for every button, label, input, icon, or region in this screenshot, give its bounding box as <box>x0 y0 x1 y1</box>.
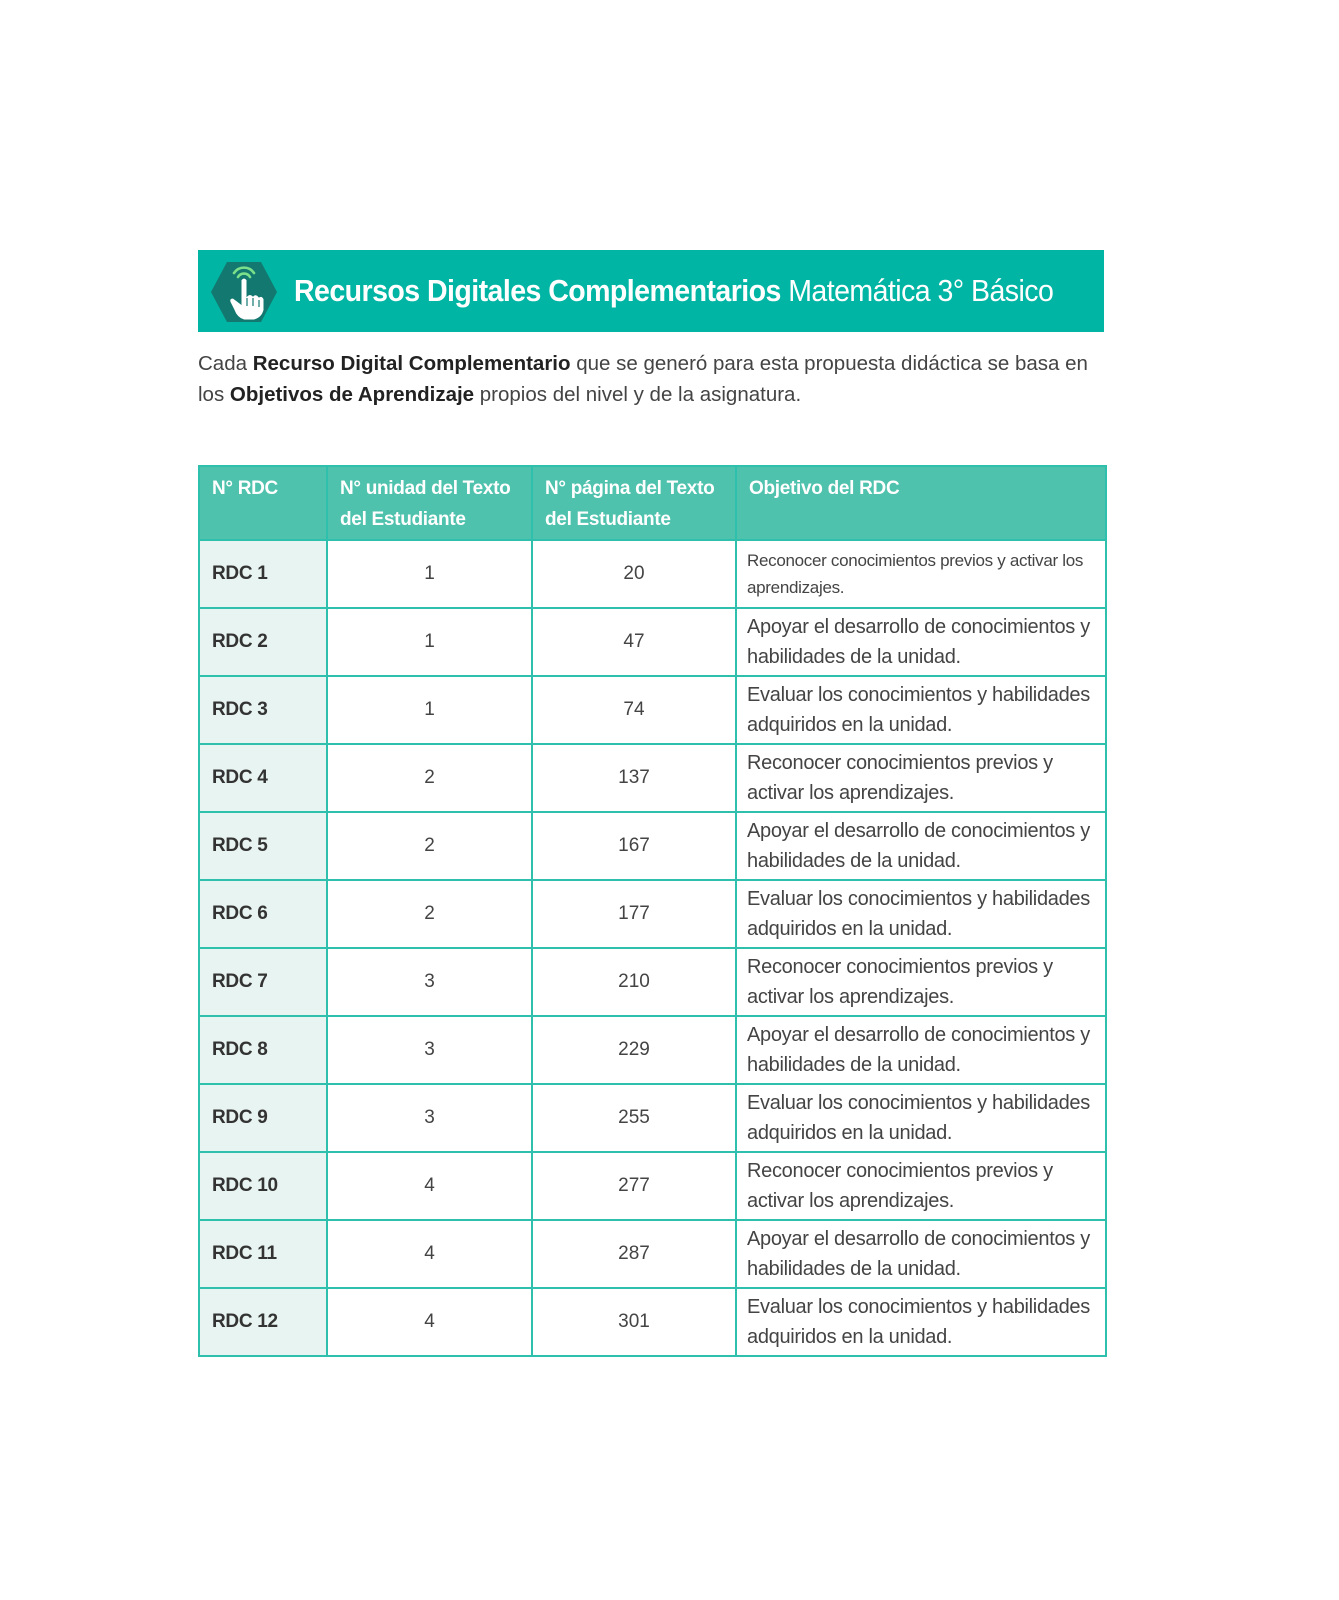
cell-pagina: 277 <box>532 1152 736 1220</box>
cell-unidad: 1 <box>327 676 532 744</box>
table-row <box>199 744 1106 812</box>
cell-pagina: 301 <box>532 1288 736 1356</box>
cell-rdc: RDC 11 <box>199 1220 327 1288</box>
cell-unidad: 2 <box>327 880 532 948</box>
cell-pagina: 177 <box>532 880 736 948</box>
table-row <box>199 1152 1106 1220</box>
cell-rdc: RDC 3 <box>199 676 327 744</box>
table-row <box>199 880 1106 948</box>
cell-unidad: 4 <box>327 1288 532 1356</box>
table-header-row <box>199 466 1106 540</box>
cell-unidad: 4 <box>327 1152 532 1220</box>
cell-objetivo: Evaluar los conocimientos y habilidades adquiridos en la unidad. <box>736 1084 1106 1152</box>
cell-objetivo: Apoyar el desarrollo de conocimientos y habilidades de la unidad. <box>736 608 1106 676</box>
table-row <box>199 948 1106 1016</box>
cell-unidad: 1 <box>327 608 532 676</box>
table-row <box>199 1288 1106 1356</box>
intro-bold-2: Objetivos de Aprendizaje <box>229 383 475 406</box>
cell-unidad: 3 <box>327 1016 532 1084</box>
cell-pagina: 229 <box>532 1016 736 1084</box>
cell-unidad: 3 <box>327 948 532 1016</box>
cell-unidad: 4 <box>327 1220 532 1288</box>
cell-rdc: RDC 7 <box>199 948 327 1016</box>
cell-pagina: 167 <box>532 812 736 880</box>
table-row <box>199 1084 1106 1152</box>
cell-rdc: RDC 1 <box>199 540 327 608</box>
cell-objetivo: Apoyar el desarrollo de conocimientos y habilidades de la unidad. <box>736 1016 1106 1084</box>
page-title <box>294 250 1053 332</box>
cell-unidad: 2 <box>327 744 532 812</box>
cell-objetivo: Evaluar los conocimientos y habilidades adquiridos en la unidad. <box>736 880 1106 948</box>
cell-rdc: RDC 10 <box>199 1152 327 1220</box>
cell-rdc: RDC 5 <box>199 812 327 880</box>
cell-objetivo: Reconocer conocimientos previos y activar los aprendizajes. <box>736 1152 1106 1220</box>
intro-paragraph <box>198 348 1108 410</box>
rdc-table <box>198 465 1107 1357</box>
cell-rdc: RDC 12 <box>199 1288 327 1356</box>
cell-pagina: 137 <box>532 744 736 812</box>
cell-pagina: 210 <box>532 948 736 1016</box>
hand-tap-icon <box>210 260 278 324</box>
table-row <box>199 540 1106 608</box>
cell-pagina: 255 <box>532 1084 736 1152</box>
table-row <box>199 608 1106 676</box>
title-subject: Matemática 3° Básico <box>788 273 1054 308</box>
intro-bold-1: Recurso Digital Complementario <box>252 352 571 375</box>
cell-rdc: RDC 2 <box>199 608 327 676</box>
intro-text-1: Cada <box>198 352 253 375</box>
cell-objetivo: Evaluar los conocimientos y habilidades adquiridos en la unidad. <box>736 1288 1106 1356</box>
cell-objetivo: Evaluar los conocimientos y habilidades adquiridos en la unidad. <box>736 676 1106 744</box>
cell-unidad: 3 <box>327 1084 532 1152</box>
cell-rdc: RDC 4 <box>199 744 327 812</box>
title-bold: Recursos Digitales Complementarios <box>294 273 781 308</box>
table-row <box>199 1220 1106 1288</box>
cell-unidad: 2 <box>327 812 532 880</box>
table-row <box>199 812 1106 880</box>
header-unidad: N° unidad del Texto del Estudiante <box>327 466 532 540</box>
cell-rdc: RDC 8 <box>199 1016 327 1084</box>
cell-pagina: 47 <box>532 608 736 676</box>
header-pagina: N° página del Texto del Estudiante <box>532 466 736 540</box>
header-objetivo: Objetivo del RDC <box>736 466 1106 540</box>
table-row <box>199 676 1106 744</box>
intro-text-2: que se generó para esta propuesta didáctica se basa en los <box>198 352 1088 406</box>
cell-rdc: RDC 9 <box>199 1084 327 1152</box>
cell-objetivo: Reconocer conocimientos previos y activar los aprendizajes. <box>736 540 1106 608</box>
cell-objetivo: Reconocer conocimientos previos y activar los aprendizajes. <box>736 744 1106 812</box>
header-rdc: N° RDC <box>199 466 327 540</box>
cell-objetivo: Apoyar el desarrollo de conocimientos y habilidades de la unidad. <box>736 1220 1106 1288</box>
cell-pagina: 287 <box>532 1220 736 1288</box>
cell-rdc: RDC 6 <box>199 880 327 948</box>
table-row <box>199 1016 1106 1084</box>
cell-pagina: 20 <box>532 540 736 608</box>
title-banner <box>198 250 1104 332</box>
cell-objetivo: Reconocer conocimientos previos y activar los aprendizajes. <box>736 948 1106 1016</box>
cell-pagina: 74 <box>532 676 736 744</box>
intro-text-3: propios del nivel y de la asignatura. <box>474 383 802 406</box>
cell-objetivo: Apoyar el desarrollo de conocimientos y habilidades de la unidad. <box>736 812 1106 880</box>
cell-unidad: 1 <box>327 540 532 608</box>
